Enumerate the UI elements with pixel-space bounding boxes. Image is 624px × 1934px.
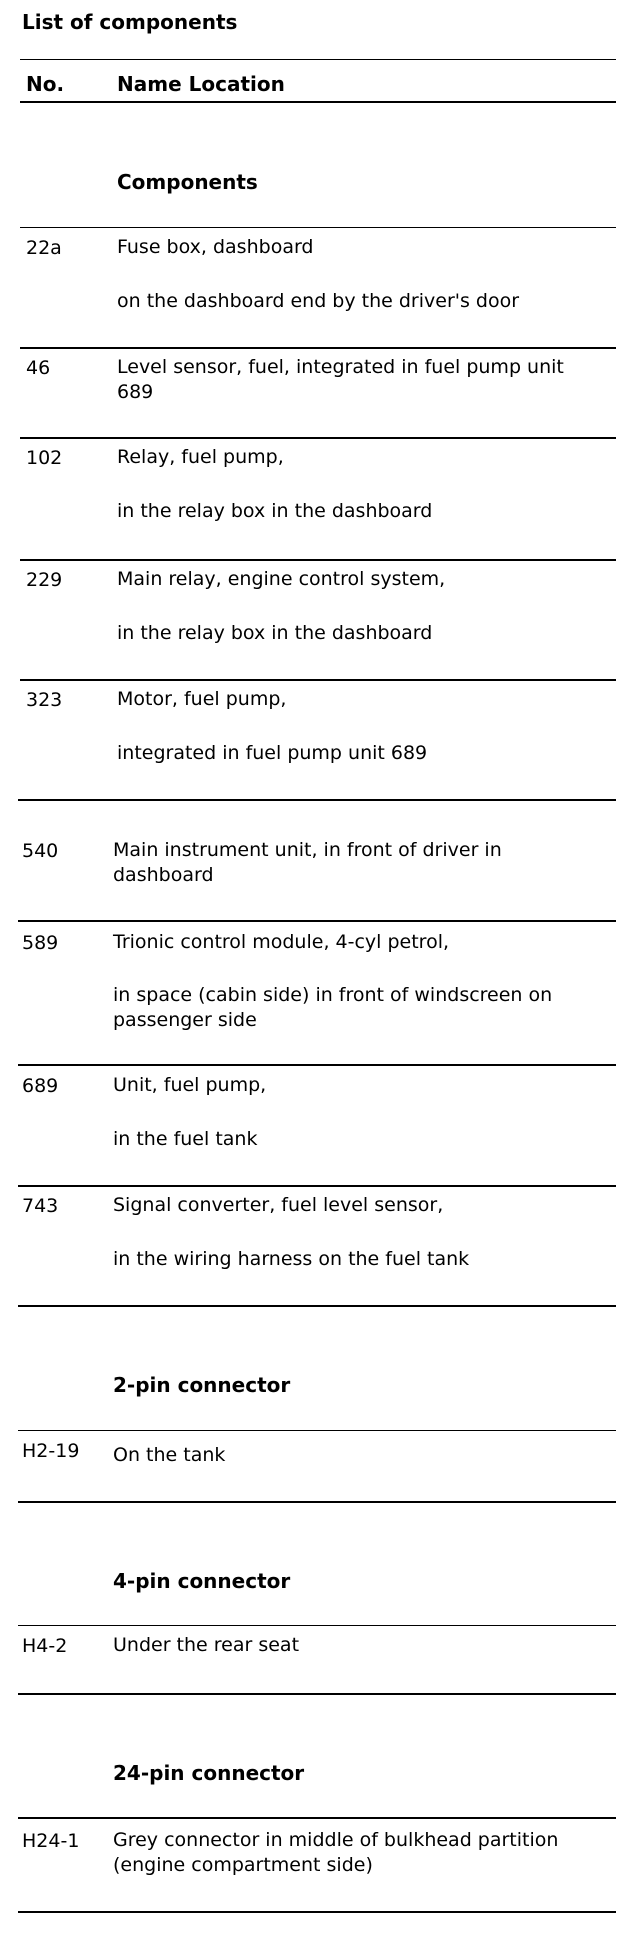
row-location-continued: passenger side xyxy=(113,1009,257,1031)
row-name-continued: 689 xyxy=(117,381,154,403)
header-bottom-rule xyxy=(20,101,616,103)
row-name: Trionic control module, 4-cyl petrol, xyxy=(113,931,450,953)
column-header-name-location: Name Location xyxy=(117,72,285,96)
row-name: Unit, fuel pump, xyxy=(113,1074,267,1096)
row-location: in space (cabin side) in front of windscreen on xyxy=(113,984,553,1006)
row-divider xyxy=(18,799,616,801)
row-location: in the relay box in the dashboard xyxy=(117,500,433,522)
row-divider xyxy=(18,1185,616,1187)
row-location: in the wiring harness on the fuel tank xyxy=(113,1248,470,1270)
row-number: 540 xyxy=(22,840,59,862)
section-title-4-pin-connector: 4-pin connector xyxy=(113,1569,291,1593)
row-name: Signal converter, fuel level sensor, xyxy=(113,1194,444,1216)
column-header-no: No. xyxy=(26,72,65,96)
row-number: 689 xyxy=(22,1075,59,1097)
row-divider xyxy=(18,1064,616,1066)
row-divider xyxy=(18,1625,616,1626)
row-number: 102 xyxy=(26,447,63,469)
row-divider xyxy=(18,1817,616,1819)
row-divider xyxy=(20,347,616,349)
row-name-continued: dashboard xyxy=(113,864,214,886)
header-top-rule xyxy=(20,59,616,60)
row-number: H2-19 xyxy=(22,1440,80,1462)
row-number: H4-2 xyxy=(22,1635,68,1657)
row-name: Relay, fuel pump, xyxy=(117,446,284,468)
row-name: Motor, fuel pump, xyxy=(117,688,287,710)
row-number: 589 xyxy=(22,932,59,954)
row-divider xyxy=(18,1430,616,1431)
row-number: 46 xyxy=(26,357,51,379)
page-title: List of components xyxy=(22,10,238,34)
row-divider xyxy=(18,1693,616,1695)
row-number: 22a xyxy=(26,237,62,259)
row-location: Grey connector in middle of bulkhead partition xyxy=(113,1829,559,1851)
row-divider xyxy=(18,1305,616,1307)
row-location: in the fuel tank xyxy=(113,1128,258,1150)
row-divider xyxy=(20,437,616,439)
row-divider xyxy=(18,1911,616,1913)
row-name: Level sensor, fuel, integrated in fuel pump unit xyxy=(117,356,564,378)
row-number: H24-1 xyxy=(22,1830,80,1852)
row-divider xyxy=(18,920,616,922)
section-title-24-pin-connector: 24-pin connector xyxy=(113,1761,305,1785)
row-location: in the relay box in the dashboard xyxy=(117,622,433,644)
row-location: Under the rear seat xyxy=(113,1634,300,1656)
row-name: Main instrument unit, in front of driver in xyxy=(113,839,502,861)
section-title-components: Components xyxy=(117,170,258,194)
row-name: Main relay, engine control system, xyxy=(117,568,446,590)
row-location: on the dashboard end by the driver's door xyxy=(117,290,520,312)
row-divider xyxy=(18,1501,616,1503)
row-name: Fuse box, dashboard xyxy=(117,236,314,258)
row-number: 323 xyxy=(26,689,63,711)
row-location-continued: (engine compartment side) xyxy=(113,1854,373,1876)
row-divider xyxy=(20,227,616,228)
section-title-2-pin-connector: 2-pin connector xyxy=(113,1373,291,1397)
row-location: integrated in fuel pump unit 689 xyxy=(117,742,428,764)
row-number: 229 xyxy=(26,569,63,591)
row-number: 743 xyxy=(22,1195,59,1217)
row-location: On the tank xyxy=(113,1444,226,1466)
row-divider xyxy=(20,559,616,561)
row-divider xyxy=(20,679,616,681)
